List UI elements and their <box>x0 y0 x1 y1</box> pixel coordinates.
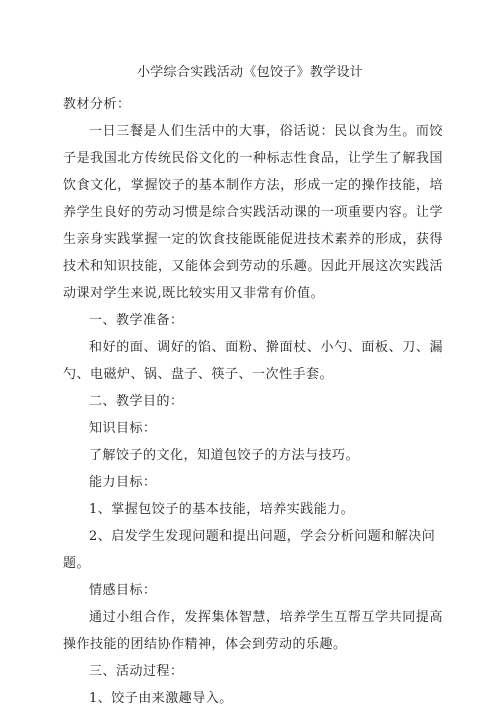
document-title: 小学综合实践活动《包饺子》教学设计 <box>136 65 364 80</box>
knowledge-goal-heading: 知识目标： <box>89 421 157 436</box>
ability-goal-item-2: 2、启发学生发现问题和提出问题，学会分析问题和解决问题。 <box>63 529 436 571</box>
knowledge-goal-text: 了解饺子的文化，知道包饺子的方法与技巧。 <box>89 448 360 463</box>
ability-goal-item-1: 1、掌握包饺子的基本技能，培养实践能力。 <box>89 502 355 517</box>
ability-goal-heading: 能力目标： <box>89 475 157 490</box>
analysis-heading: 教材分析： <box>63 97 131 112</box>
process-item-1: 1、饺子由来激趣导入。 <box>89 691 233 706</box>
analysis-paragraph: 一日三餐是人们生活中的大事，俗话说：民以食为生。而饺子是我国北方传统民俗文化的一种标志性食品，让学生了解我国饮食文化，掌握饺子的基本制作方法，形成一定的操作技能，培养学生良好的劳动习惯是综合实践活动课的一项重要内容。让学生亲身实践掌握一定的饮食技能既能促进技术素养的形成，获得技术和知识技能，又能体会到劳动的乐趣。因此开展这次实践活动课对学生来说,既比较实用又非常有价值。 <box>63 124 443 301</box>
document-body <box>63 91 443 712</box>
preparation-paragraph: 和好的面、调好的馅、面粉、擀面杖、小勺、面板、刀、漏勺、电磁炉、锅、盘子、筷子、一次性手套。 <box>63 340 443 382</box>
process-heading: 三、活动过程： <box>89 664 184 679</box>
emotion-goal-heading: 情感目标： <box>89 583 157 598</box>
emotion-goal-text: 通过小组合作，发挥集体智慧，培养学生互帮互学共同提高操作技能的团结协作精神，体会到劳动的乐趣。 <box>63 610 443 652</box>
goals-heading: 二、教学目的： <box>89 394 184 409</box>
preparation-heading: 一、教学准备： <box>89 313 184 328</box>
